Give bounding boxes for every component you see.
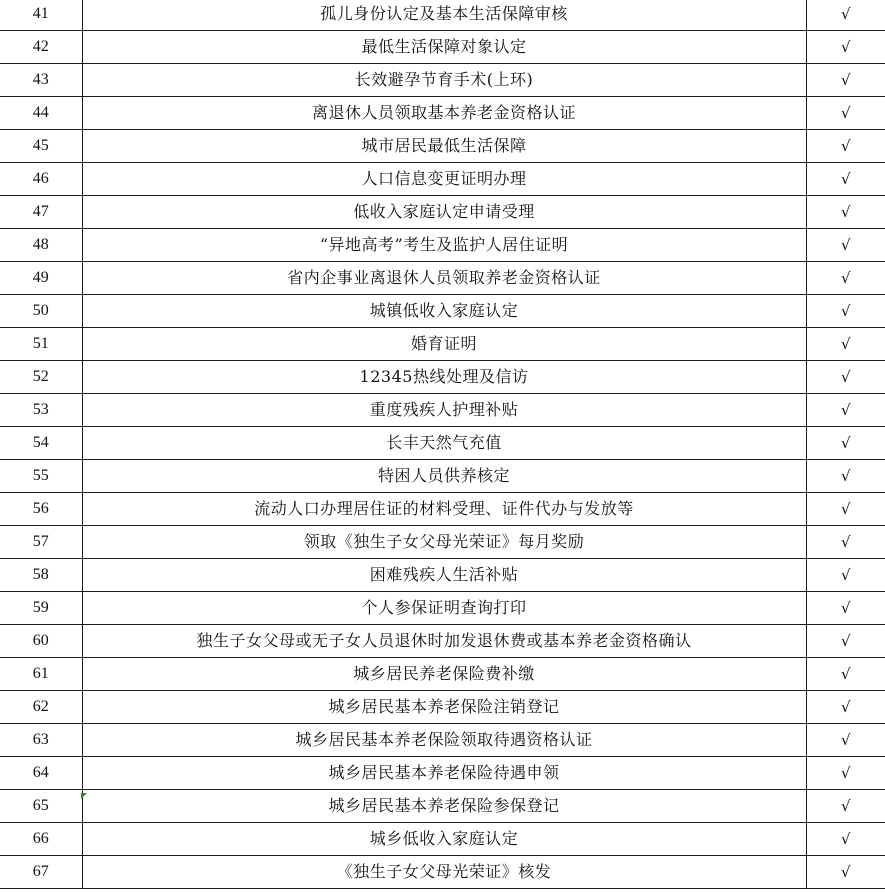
table-row — [0, 328, 885, 361]
service-name-cell: 城市居民最低生活保障 — [82, 130, 806, 163]
row-number-cell: 49 — [0, 262, 82, 295]
service-name-cell: 孤儿身份认定及基本生活保障审核 — [82, 0, 806, 31]
row-number-cell: 65 — [0, 790, 82, 823]
table-row — [0, 460, 885, 493]
service-name-cell: 城乡居民基本养老保险待遇申领 — [82, 757, 806, 790]
service-name-cell: 城乡居民基本养老保险领取待遇资格认证 — [82, 724, 806, 757]
checkmark-cell: √ — [806, 691, 885, 724]
row-number-cell: 41 — [0, 0, 82, 31]
table-row — [0, 130, 885, 163]
table-row — [0, 163, 885, 196]
table-row — [0, 0, 885, 31]
service-name-cell: 长丰天然气充值 — [82, 427, 806, 460]
service-name-cell: 婚育证明 — [82, 328, 806, 361]
table-row — [0, 64, 885, 97]
checkmark-cell: √ — [806, 64, 885, 97]
row-number-cell: 60 — [0, 625, 82, 658]
checkmark-cell: √ — [806, 460, 885, 493]
row-number-cell: 64 — [0, 757, 82, 790]
checkmark-cell: √ — [806, 790, 885, 823]
checkmark-cell: √ — [806, 97, 885, 130]
checkmark-cell: √ — [806, 559, 885, 592]
service-name-cell: 人口信息变更证明办理 — [82, 163, 806, 196]
service-name-cell: 个人参保证明查询打印 — [82, 592, 806, 625]
service-name-cell: 流动人口办理居住证的材料受理、证件代办与发放等 — [82, 493, 806, 526]
table-row — [0, 724, 885, 757]
table-row — [0, 625, 885, 658]
row-number-cell: 57 — [0, 526, 82, 559]
checkmark-cell: √ — [806, 724, 885, 757]
checkmark-cell: √ — [806, 394, 885, 427]
table-row — [0, 262, 885, 295]
checkmark-cell: √ — [806, 130, 885, 163]
table-row — [0, 592, 885, 625]
checkmark-cell: √ — [806, 526, 885, 559]
checkmark-cell: √ — [806, 295, 885, 328]
checkmark-cell: √ — [806, 658, 885, 691]
table-row — [0, 97, 885, 130]
service-name-cell: 12345热线处理及信访 — [82, 361, 806, 394]
checkmark-cell: √ — [806, 163, 885, 196]
checkmark-cell: √ — [806, 262, 885, 295]
service-name-cell: “异地高考”考生及监护人居住证明 — [82, 229, 806, 262]
checkmark-cell: √ — [806, 625, 885, 658]
checkmark-cell: √ — [806, 361, 885, 394]
table-row — [0, 559, 885, 592]
table-row — [0, 526, 885, 559]
table-row — [0, 295, 885, 328]
checkmark-cell: √ — [806, 592, 885, 625]
table-row — [0, 493, 885, 526]
service-name-cell: 重度残疾人护理补贴 — [82, 394, 806, 427]
table-row — [0, 31, 885, 64]
service-name-cell: 领取《独生子女父母光荣证》每月奖励 — [82, 526, 806, 559]
service-name-cell: 省内企事业离退休人员领取养老金资格认证 — [82, 262, 806, 295]
checkmark-cell: √ — [806, 856, 885, 889]
service-name-cell: 城镇低收入家庭认定 — [82, 295, 806, 328]
table-row — [0, 856, 885, 889]
table-row — [0, 196, 885, 229]
row-number-cell: 51 — [0, 328, 82, 361]
checkmark-cell: √ — [806, 229, 885, 262]
service-name-cell: 城乡居民养老保险费补缴 — [82, 658, 806, 691]
checkmark-cell: √ — [806, 31, 885, 64]
table-row — [0, 361, 885, 394]
row-number-cell: 43 — [0, 64, 82, 97]
checkmark-cell: √ — [806, 196, 885, 229]
row-number-cell: 53 — [0, 394, 82, 427]
row-number-cell: 58 — [0, 559, 82, 592]
row-number-cell: 42 — [0, 31, 82, 64]
table-row — [0, 757, 885, 790]
service-name-cell: 低收入家庭认定申请受理 — [82, 196, 806, 229]
service-name-cell: 特困人员供养核定 — [82, 460, 806, 493]
row-number-cell: 56 — [0, 493, 82, 526]
checkmark-cell: √ — [806, 493, 885, 526]
service-name-cell: 城乡居民基本养老保险注销登记 — [82, 691, 806, 724]
row-number-cell: 66 — [0, 823, 82, 856]
row-number-cell: 50 — [0, 295, 82, 328]
service-name-cell: 困难残疾人生活补贴 — [82, 559, 806, 592]
table-row — [0, 658, 885, 691]
table-row — [0, 823, 885, 856]
row-number-cell: 52 — [0, 361, 82, 394]
row-number-cell: 48 — [0, 229, 82, 262]
checkmark-cell: √ — [806, 0, 885, 31]
checkmark-cell: √ — [806, 328, 885, 361]
service-name-cell: 《独生子女父母光荣证》核发 — [82, 856, 806, 889]
row-number-cell: 61 — [0, 658, 82, 691]
service-name-cell: 独生子女父母或无子女人员退休时加发退休费或基本养老金资格确认 — [82, 625, 806, 658]
row-number-cell: 46 — [0, 163, 82, 196]
service-name-cell: 城乡低收入家庭认定 — [82, 823, 806, 856]
table-row — [0, 427, 885, 460]
service-name-cell: 长效避孕节育手术(上环) — [82, 64, 806, 97]
row-number-cell: 44 — [0, 97, 82, 130]
row-number-cell: 55 — [0, 460, 82, 493]
cell-comment-marker — [81, 793, 87, 799]
checkmark-cell: √ — [806, 427, 885, 460]
row-number-cell: 45 — [0, 130, 82, 163]
table-row — [0, 394, 885, 427]
table-row — [0, 790, 885, 823]
checkmark-cell: √ — [806, 823, 885, 856]
row-number-cell: 54 — [0, 427, 82, 460]
row-number-cell: 59 — [0, 592, 82, 625]
service-name-cell: 最低生活保障对象认定 — [82, 31, 806, 64]
row-number-cell: 62 — [0, 691, 82, 724]
row-number-cell: 63 — [0, 724, 82, 757]
service-name-cell: 城乡居民基本养老保险参保登记 — [82, 790, 806, 823]
row-number-cell: 47 — [0, 196, 82, 229]
table-row — [0, 229, 885, 262]
service-name-cell: 离退休人员领取基本养老金资格认证 — [82, 97, 806, 130]
checkmark-cell: √ — [806, 757, 885, 790]
table-row — [0, 691, 885, 724]
row-number-cell: 67 — [0, 856, 82, 889]
